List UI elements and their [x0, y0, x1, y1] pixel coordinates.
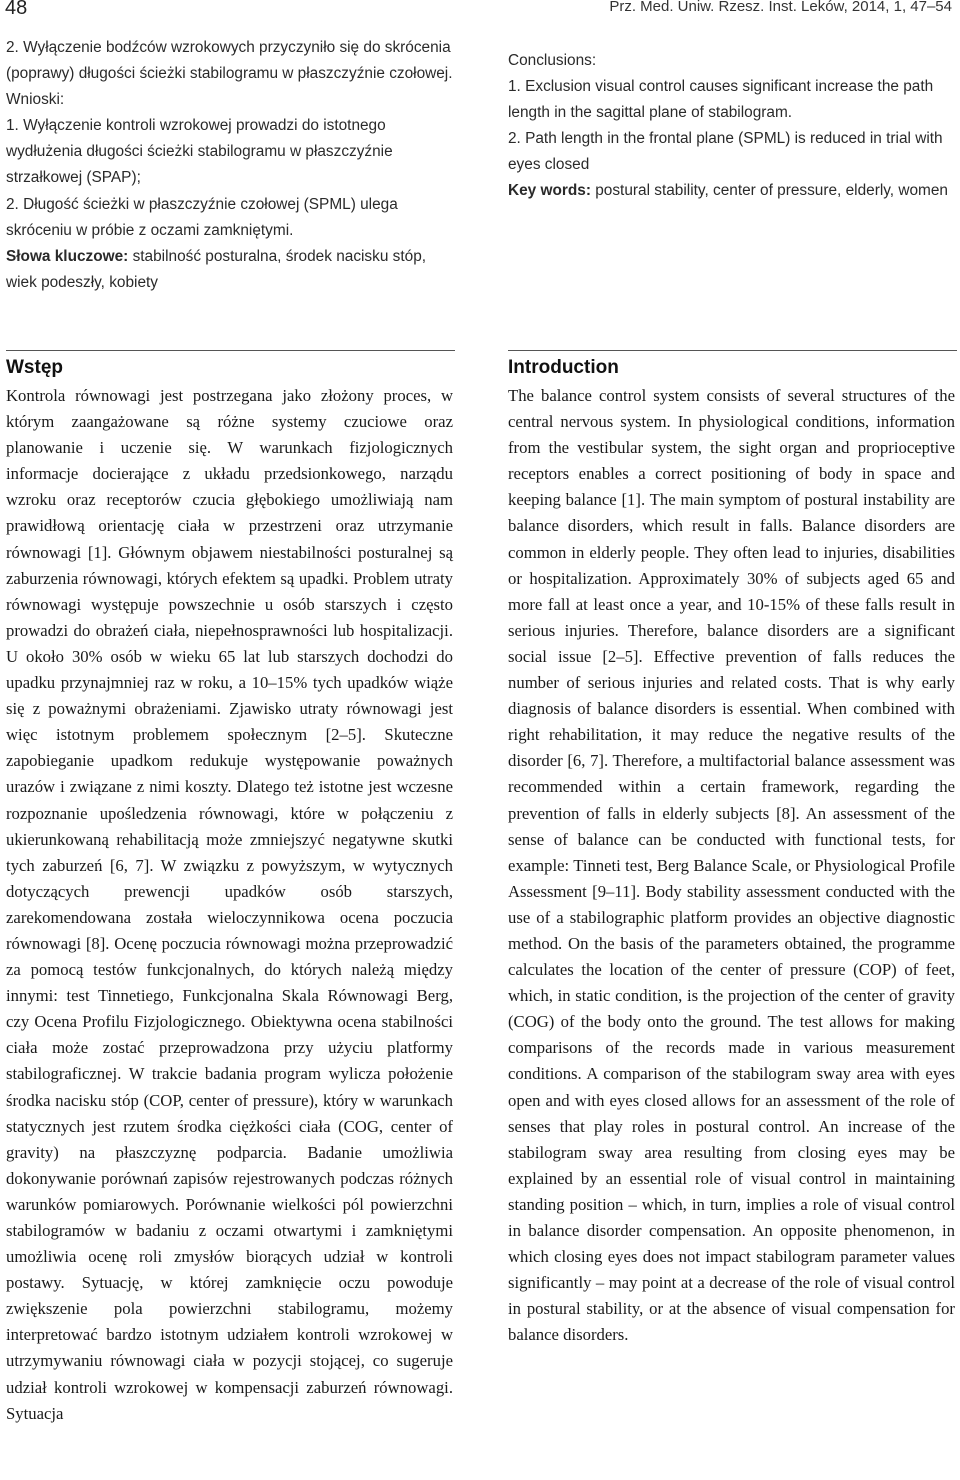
keywords-pl — [6, 244, 453, 296]
left-abstract — [6, 35, 453, 296]
divider-right — [508, 350, 957, 351]
page-number: 48 — [5, 0, 28, 19]
conclusion-item-en-1: 1. Exclusion visual control causes significant increase the path length in the sagittal plane of stabilogram. — [508, 78, 934, 122]
keywords-en — [508, 178, 955, 204]
right-abstract — [508, 48, 955, 205]
keywords-text-en: postural stability, center of pressure, elderly, women — [590, 182, 948, 200]
conclusions-label-pl: Wnioski: — [6, 91, 65, 109]
divider-left — [6, 350, 455, 351]
section-heading-en: Introduction — [508, 357, 619, 378]
running-head: Prz. Med. Uniw. Rzesz. Inst. Leków, 2014, 1, 47–54 — [609, 0, 952, 15]
conclusion-item-pl-1: 1. Wyłączenie kontroli wzrokowej prowadzi do istotnego wydłużenia długości ścieżki stabilogramu w płaszczyźnie strzałkowej (SPAP); — [6, 117, 393, 187]
body-text-pl: Kontrola równowagi jest postrzegana jako złożony proces, w którym zaangażowane są różne systemy czuciowe oraz planowanie i uczenie się. W warunkach fizjologicznych informacje docierające z układu przedsionkowego, narządu wzroku oraz receptorów czucia głębokiego umożliwiają nam prawidłową orientację ciała w przestrzeni oraz utrzymanie równowagi [1]. Głównym objawem niestabilności posturalnej są zaburzenia równowagi, których efektem są upadki. Problem utraty równowagi występuje powszechnie u osób starszych i często prowadzi do obrażeń ciała, niepełnosprawności lub hospitalizacji. U około 30% osób w wieku 65 lat lub starszych dochodzi do upadku przynajmniej raz w roku, a 10–15% tych upadków wiąże się z poważnymi obrażeniami. Zjawisko utraty równowagi jest więc istotnym problemem społecznym [2–5]. Skuteczne zapobieganie upadkom redukuje występowanie poważnych urazów i związane z nimi koszty. Dlatego też istotne jest wczesne rozpoznanie upośledzenia równowagi, które w połączeniu z ukierunkowaną rehabilitacją może zmniejszyć negatywne skutki tych zaburzeń [6, 7]. W związku z powyższym, w wytycznych dotyczących prewencji upadków osób starszych, zarekomendowana została wieloczynnikowa ocena poczucia równowagi [8]. Ocenę poczucia równowagi można przeprowadzić za pomocą testów funkcjonalnych, do których należą między innymi: test Tinnetiego, Funkcjonalna Skala Równowagi Berg, czy Ocena Profilu Fizjologicznego. Obiektywna ocena stabilności ciała może zostać przeprowadzona przy użyciu platformy stabilograficznej. W trakcie badania program wylicza położenie środka nacisku stóp (COP, center of pressure), który w warunkach statycznych jest rzutem środka ciężkości ciała (COG, center of gravity) na płaszczyznę podparcia. Badanie umożliwia dokonywanie porównań zapisów rejestrowanych podczas różnych warunków pomiarowych. Porównanie wielkości pól powierzchni stabilogramów w badaniu z oczami otwartymi i zamkniętymi umożliwia ocenę roli zmysłów biorących udział w kontroli postawy. Sytuację, w której zamknięcie oczu powoduje zwiększenie pola powierzchni stabilogramu, możemy interpretować bardzo istotnym udziałem kontroli wzrokowej w utrzymywaniu równowagi ciała w pozycji stojącej, co sugeruje udział kontroli wzrokowej w kompensacji zaburzeń równowagi. Sytuacja — [6, 386, 453, 1423]
abstract-result-pl: 2. Wyłączenie bodźców wzrokowych przyczyniło się do skrócenia (poprawy) długości ścieżki stabilogramu w płaszczyźnie czołowej. — [6, 39, 453, 83]
section-wstep — [6, 357, 453, 1427]
conclusions-label-en: Conclusions: — [508, 52, 597, 69]
body-text-en: The balance control system consists of several structures of the central nervous system. In physiological conditions, information from the vestibular system, the sight organ and proprioceptive receptors enables a correct positioning of body in space and keeping balance [1]. The main symptom of postural instability are balance disorders, which result in falls. Balance disorders are common in elderly people. They often lead to injuries, disabilities or hospitalization. Approximately 30% of subjects aged 65 and more fall at least once a year, and 10-15% of these falls result in serious injuries. Therefore, balance disorders are a significant social issue [2–5]. Effective prevention of falls reduces the number of serious injuries and related costs. That is why early diagnosis of balance disorders is essential. When combined with right rehabilitation, it may reduce the negative results of the disorder [6, 7]. Therefore, a multifactorial balance assessment was recommended within a certain framework, regarding the prevention of falls in elderly subjects [8]. An assessment of the sense of balance can be conducted with functional tests, for example: Tinneti test, Berg Balance Scale, or Physiological Profile Assessment [9–11]. Body stability assessment conducted with the use of a stabilographic platform provides an objective diagnostic method. On the basis of the parameters obtained, the programme calculates the location of the center of pressure (COP) of feet, which, in static condition, is the projection of the center of gravity (COG) of the body onto the ground. The test allows for making comparisons of the records made in various measurement conditions. A comparison of the stabilogram sway area with eyes open and with eyes closed allows for an assessment of the role of senses that play roles in postural control. An increase of the stabilogram sway area resulting from closing eyes may be explained by an essential role of visual control in maintaining standing position – which, in turn, implies a role of visual control in balance disorder compensation. An opposite phenomenon, in which closing eyes does not impact stabilogram parameter values significantly – may point at a decrease of the role of visual control in postural stability, or at the absence of visual compensation for balance disorders. — [508, 386, 955, 1345]
keywords-text-pl: stabilność posturalna, środek nacisku stóp, wiek podeszły, kobiety — [6, 247, 427, 291]
section-introduction — [508, 357, 955, 1348]
conclusion-item-pl-2: 2. Długość ścieżki w płaszczyźnie czołowej (SPML) ulega skróceniu w próbie z oczami zamkniętymi. — [6, 195, 398, 239]
section-heading-pl: Wstęp — [6, 357, 63, 378]
keywords-label-pl: Słowa kluczowe: — [6, 247, 129, 265]
keywords-label-en: Key words: — [508, 182, 591, 200]
conclusion-item-en-2: 2. Path length in the frontal plane (SPML) is reduced in trial with eyes closed — [508, 130, 943, 174]
